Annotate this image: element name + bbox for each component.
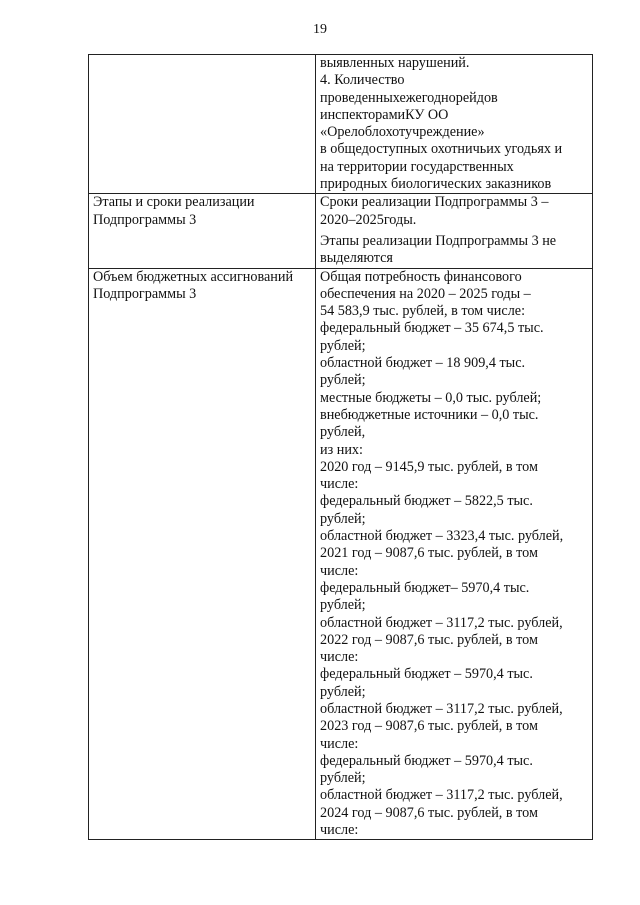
row-3-label-cell <box>89 268 316 840</box>
text-line: 2021 год – 9087,6 тыс. рублей, в том <box>320 545 538 562</box>
text-line: местные бюджеты – 0,0 тыс. рублей; <box>320 389 542 406</box>
text-line: рублей; <box>320 337 366 354</box>
text-line: рублей; <box>320 597 366 614</box>
text-line: 2020 год – 9145,9 тыс. рублей, в том <box>320 458 538 475</box>
text-line: числе: <box>320 649 359 666</box>
row-2-value-cell <box>316 194 593 268</box>
text-line: Сроки реализации Подпрограммы 3 – <box>320 194 549 211</box>
text-line: федеральный бюджет – 5970,4 тыс. <box>320 666 533 683</box>
text-line: областной бюджет – 18 909,4 тыс. <box>320 355 526 372</box>
text-line: проведенныхежегоднорейдов <box>320 89 498 106</box>
row-3-value-cell <box>316 268 593 840</box>
text-line: обеспечения на 2020 – 2025 годы – <box>320 285 531 302</box>
text-line: областной бюджет – 3117,2 тыс. рублей, <box>320 700 563 717</box>
text-line: внебюджетные источники – 0,0 тыс. <box>320 406 539 423</box>
text-line: федеральный бюджет – 35 674,5 тыс. <box>320 320 544 337</box>
text-line: числе: <box>320 735 359 752</box>
text-line: рублей; <box>320 510 366 527</box>
text-line: 2020–2025годы. <box>320 211 417 228</box>
row-2-label-cell <box>89 194 316 268</box>
text-line: 4. Количество <box>320 72 405 89</box>
text-line: на территории государственных <box>320 158 514 175</box>
text-line: рублей; <box>320 683 366 700</box>
text-line: 2023 год – 9087,6 тыс. рублей, в том <box>320 718 538 735</box>
text-line: 2022 год – 9087,6 тыс. рублей, в том <box>320 631 538 648</box>
text-line: инспекторамиКУ ОО <box>320 106 449 123</box>
text-line: Подпрограммы 3 <box>93 211 197 228</box>
text-line: областной бюджет – 3117,2 тыс. рублей, <box>320 787 563 804</box>
text-line: рублей; <box>320 372 366 389</box>
text-line: федеральный бюджет – 5822,5 тыс. <box>320 493 533 510</box>
text-line: областной бюджет – 3117,2 тыс. рублей, <box>320 614 563 631</box>
text-line: в общедоступных охотничьих угодьях и <box>320 141 563 158</box>
text-line: рублей, <box>320 424 366 441</box>
table-row <box>89 194 593 268</box>
text-line: 2024 год – 9087,6 тыс. рублей, в том <box>320 804 538 821</box>
text-line: числе: <box>320 562 359 579</box>
table-row <box>89 55 593 194</box>
text-line: Подпрограммы 3 <box>93 285 197 302</box>
row-1-label-cell <box>89 55 316 194</box>
row-1-value-cell <box>316 55 593 194</box>
text-line: выделяются <box>320 250 393 267</box>
text-line: Общая потребность финансового <box>320 268 522 285</box>
text-line: числе: <box>320 822 359 839</box>
text-line: выявленных нарушений. <box>320 55 470 71</box>
page-number: 19 <box>313 22 327 37</box>
passport-table <box>88 54 593 840</box>
text-line: областной бюджет – 3323,4 тыс. рублей, <box>320 528 564 545</box>
text-line: из них: <box>320 441 363 458</box>
text-line: рублей; <box>320 770 366 787</box>
text-line: Объем бюджетных ассигнований <box>93 268 294 285</box>
text-line: Этапы и сроки реализации <box>93 194 255 211</box>
text-line: федеральный бюджет– 5970,4 тыс. <box>320 579 530 596</box>
text-line: числе: <box>320 476 359 493</box>
text-line: Этапы реализации Подпрограммы 3 не <box>320 232 557 249</box>
text-line: «Орелоблохотучреждение» <box>320 124 485 141</box>
text-line: природных биологических заказников <box>320 176 552 193</box>
text-line: федеральный бюджет – 5970,4 тыс. <box>320 752 533 769</box>
table-row <box>89 268 593 840</box>
text-line: 54 583,9 тыс. рублей, в том числе: <box>320 303 526 320</box>
